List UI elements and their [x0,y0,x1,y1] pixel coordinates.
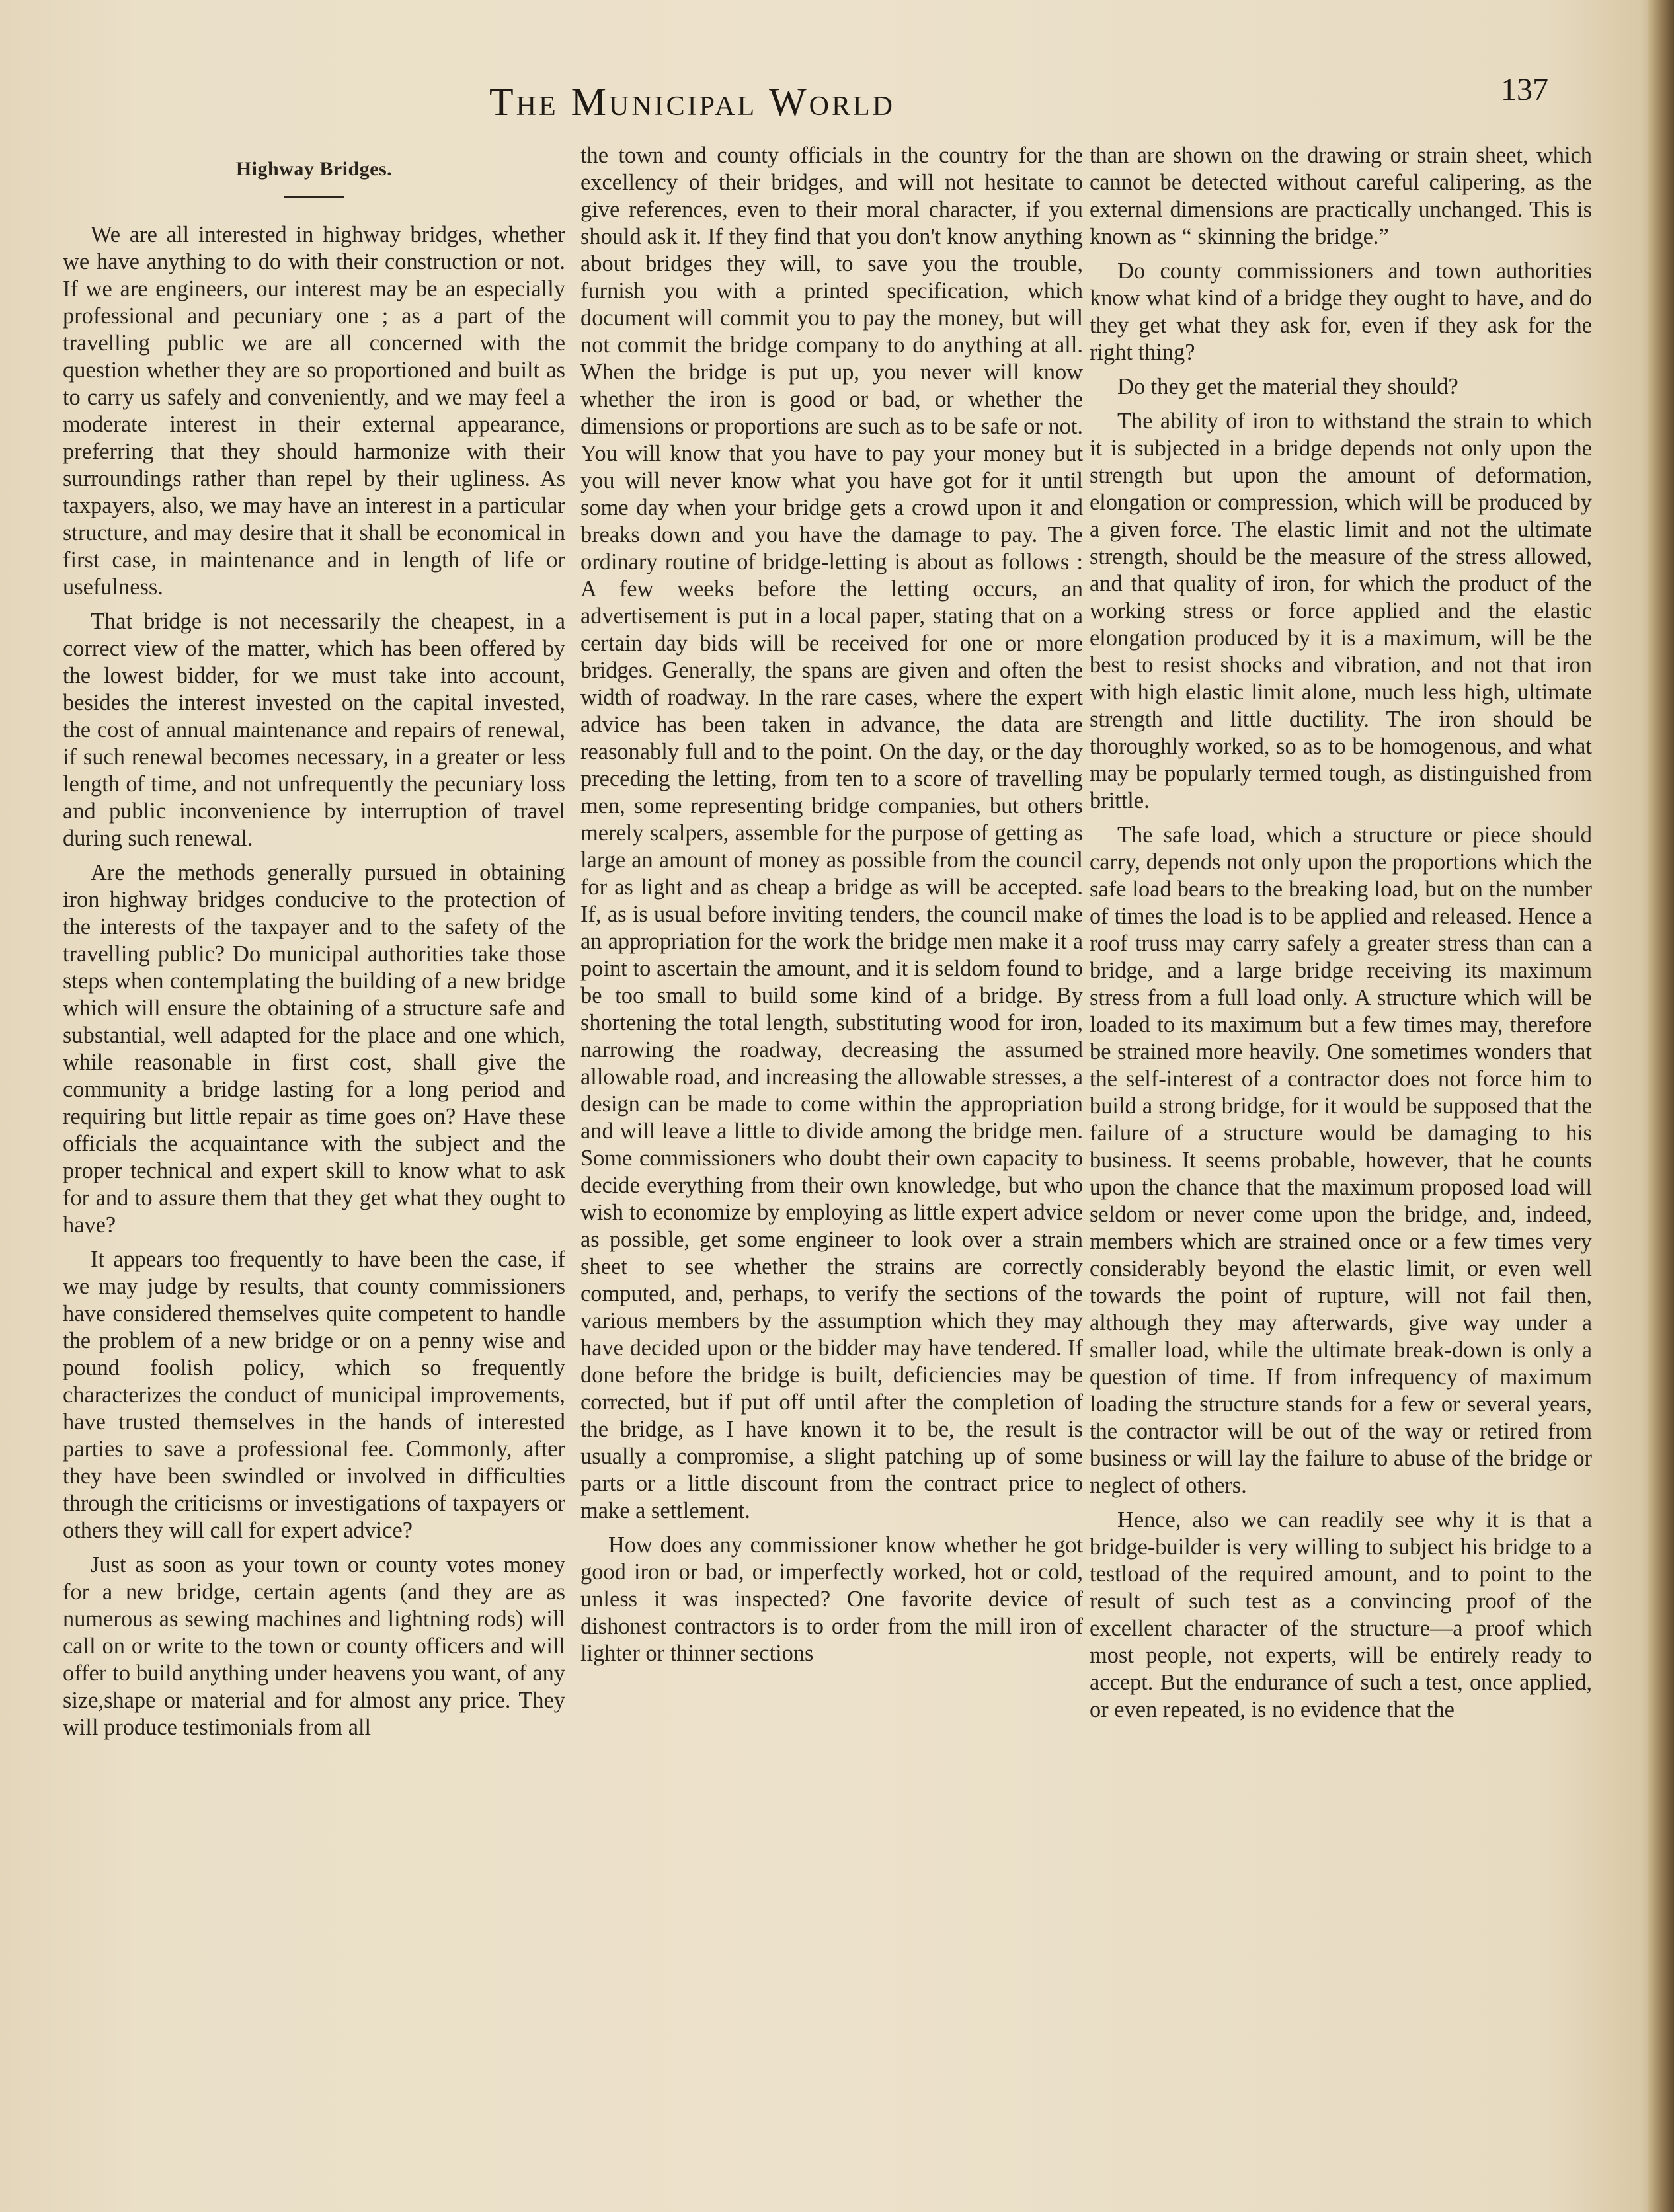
paragraph: Just as soon as your town or county votes money for a new bridge, certain agents (and they are as numerous as sewing machines and lightning rods) will call on or write to the town or county officers and will offer to build anything under heavens you want, of any size,shape or material and for almost any price. They will produce testimonials from all [63,1552,565,1740]
paragraph: Are the methods generally pursued in obtaining iron highway bridges conducive to the protection of the interests of the taxpayer and to the safety of the travelling public? Do municipal authorities take those steps when contemplating the building of a new bridge which will ensure the obtaining of a structure safe and substantial, well adapted for the place and one which, while reasonable in first cost, shall give the community a bridge lasting for a long period and requiring but little repair as time goes on? Have these officials the acquaintance with the subject and the proper technical and expert skill to know what to ask for and to assure them that they get what they ought to have? [63,860,565,1238]
paragraph: That bridge is not necessarily the cheapest, in a correct view of the matter, which has been offered by the lowest bidder, for we must take into account, besides the interest invested on the capital invested, the cost of annual maintenance and repairs of renewal, if such renewal becomes necessary, in a greater or less length of time, and not unfrequently the pecuniary loss and public inconvenience by interruption of travel during such renewal. [63,609,565,851]
book-spine-edge [1648,0,1674,2212]
title-rule [284,196,344,198]
paragraph: The safe load, which a structure or piece should carry, depends not only upon the proportions which the safe load bears to the breaking load, but on the number of times the load is to be applied and released. Hence a roof truss may carry safely a greater stress than can a bridge, and a large bridge receiving its maximum stress from a full load only. A structure which will be loaded to its maximum but a few times may, therefore be strained more heavily. One sometimes wonders that the self-interest of a contractor does not force him to build a strong bridge, for it would be supposed that the failure of a structure would be damaging to his business. It seems probable, however, that he counts upon the chance that the maximum proposed load will seldom or never come upon the bridge, and, indeed, members which are strained once or a few times very considerably beyond the elastic limit, or even well towards the point of rupture, will not fail then, although they may afterwards, give way under a smaller load, while the ultimate break-down is only a question of time. If from infrequency of maximum loading the structure stands for a few or several years, the contractor will be out of the way or retired from business or will lay the failure to abuse of the bridge or neglect of others. [1090,822,1592,1498]
page-number: 137 [1501,72,1548,107]
paragraph: How does any commissioner know whether he got good iron or bad, or imperfectly worked, hot or cold, unless it was inspected? One favorite device of dishonest contractors is to order from the mill iron of lighter or thinner sections [580,1532,1083,1666]
paragraph-continued: the town and county officials in the country for the excellency of their bridges, and will not hesitate to give references, even to their moral character, if you should ask it. If they find that you don't know anything about bridges they will, to save you the trouble, furnish you with a printed specification, which document will commit you to pay the money, but will not commit the bridge company to do anything at all. When the bridge is put up, you never will know whether the iron is good or bad, or whether the dimensions or proportions are such as to be safe or not. You will know that you have to pay your money but you will never know what you have got for it until some day when your bridge gets a crowd upon it and breaks down and you have the damage to pay. The ordinary routine of bridge-letting is about as follows : A few weeks before the letting occurs, an advertisement is put in a local paper, stating that on a certain day bids will be received for one or more bridges. Generally, the spans are given and often the width of roadway. In the rare cases, where the expert advice has been taken in advance, the data are reasonably full and to the point. On the day, or the day preceding the letting, from ten to a score of travelling men, some representing bridge companies, but others merely scalpers, assemble for the purpose of getting as large an amount of money as possible from the council for as light and as cheap a bridge as will be accepted. If, as is usual before inviting tenders, the council make an appropriation for the work the bridge men make it a point to ascertain the amount, and it is seldom found to be too small to build some kind of a bridge. By shortening the total length, substituting wood for iron, narrowing the roadway, decreasing the assumed allowable road, and increasing the allowable stresses, a design can be made to come within the appropriation and will leave a little to divide among the bridge men. Some commissioners who doubt their own capacity to decide everything from their own knowledge, but who wish to economize by employing as little expert advice as possible, get some engineer to look over a strain sheet to see whether the strains are correctly computed, and, perhaps, to verify the sections of the various members by the assumption which they may have decided upon or the bidder may have tendered. If done before the bridge is built, deficiencies may be corrected, but if put off until after the completion of the bridge, as I have known it to be, the result is usually a compromise, a slight patching up of some parts or a little discount from the contract price to make a settlement. [580,143,1083,1523]
publication-title: The Municipal World [489,80,896,124]
paragraph: Do county commissioners and town authorities know what kind of a bridge they ought to have, and do they get what they ask for, even if they ask for the right thing? [1090,258,1592,365]
column-3 [1090,142,1592,1731]
paragraph: Hence, also we can readily see why it is that a bridge-builder is very willing to subject his bridge to a testload of the required amount, and to point to the result of such test as a convincing proof of the excellent character of the structure—a proof which most people, not experts, will be entirely ready to accept. But the endurance of such a test, once applied, or even repeated, is no evidence that the [1090,1507,1592,1722]
paragraph: The ability of iron to withstand the strain to which it is subjected in a bridge depends not only upon the strength but upon the amount of deformation, elongation or compression, which will be produced by a given force. The elastic limit and not the ultimate strength, should be the measure of the stress allowed, and that quality of iron, for which the product of the working stress or force applied and the elastic elongation produced by it is a maximum, will be the best to resist shocks and vibration, and not that iron with high elastic limit alone, much less high, ultimate strength and little ductility. The iron should be thoroughly worked, so as to be homogenous, and what may be popularly termed tough, as distinguished from brittle. [1090,409,1592,813]
paragraph-continued: than are shown on the drawing or strain sheet, which cannot be detected without careful calipering, as the external dimensions are practically unchanged. This is known as “ skinning the bridge.” [1090,143,1592,249]
article-title: Highway Bridges. [235,158,393,180]
paragraph: Do they get the material they should? [1117,374,1458,399]
column-1 [63,142,565,1749]
column-2 [580,142,1083,1675]
page-header [0,66,1674,132]
paragraph: We are all interested in highway bridges, whether we have anything to do with their construction or not. If we are engineers, our interest may be an especially professional and pecuniary one ; as a part of the travelling public we are all concerned with the question whether they are so proportioned and built as to carry us safely and conveniently, and we may feel a moderate interest in their external appearance, preferring that they should harmonize with their surroundings rather than repel by their ugliness. As taxpayers, also, we may have an interest in a particular structure, and may desire that it shall be economical in first case, in maintenance and in length of life or usefulness. [63,222,565,600]
paragraph: It appears too frequently to have been the case, if we may judge by results, that county commissioners have considered themselves quite competent to handle the problem of a new bridge or on a penny wise and pound foolish policy, which so frequently characterizes the conduct of municipal improvements, have trusted themselves in the hands of interested parties to save a professional fee. Commonly, after they have been swindled or involved in difficulties through the criticisms or investigations of taxpayers or others they will call for expert advice? [63,1247,565,1543]
